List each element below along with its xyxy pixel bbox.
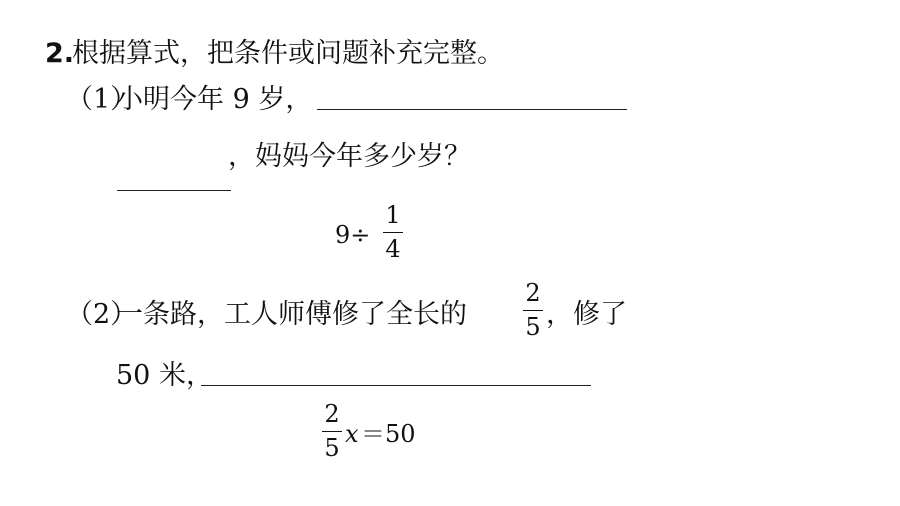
part2-text-start: 一条路，工人师傅修了全长的 — [116, 299, 467, 330]
part1-formula-lhs: 9÷ — [335, 221, 371, 249]
part2-label: （2） — [66, 299, 138, 330]
question-instruction: 根据算式，把条件或问题补充完整。 — [72, 38, 504, 69]
part2-text-after-fraction: ，修了 — [546, 299, 627, 330]
part1-blank-condition[interactable] — [317, 109, 627, 110]
part2-blank-question[interactable] — [201, 385, 591, 386]
part1-label: （1） — [66, 84, 138, 115]
part2-formula-rhs: ＝50 — [361, 420, 416, 448]
fraction-bar — [523, 310, 543, 311]
part2-inline-fraction — [522, 281, 544, 339]
part1-text-mid: ，妈妈今年多少岁？ — [228, 141, 471, 172]
fraction-bar — [322, 431, 342, 432]
fraction-numerator: 2 — [324, 400, 340, 428]
fraction-numerator: 2 — [525, 279, 541, 307]
fraction-bar — [383, 232, 403, 233]
fraction-denominator: 5 — [324, 434, 340, 462]
part1-text-start: 小明今年 9 岁， — [116, 84, 313, 115]
fraction-denominator: 4 — [385, 235, 401, 263]
part1-formula-fraction — [382, 203, 404, 261]
fraction-denominator: 5 — [525, 313, 541, 341]
part2-text-line2: 50 米， — [116, 360, 213, 391]
part1-blank-question[interactable] — [117, 190, 231, 191]
fraction-numerator: 1 — [385, 201, 401, 229]
part2-formula-fraction — [321, 402, 343, 460]
question-number: 2. — [45, 38, 75, 69]
part2-formula-variable: x — [345, 420, 359, 448]
